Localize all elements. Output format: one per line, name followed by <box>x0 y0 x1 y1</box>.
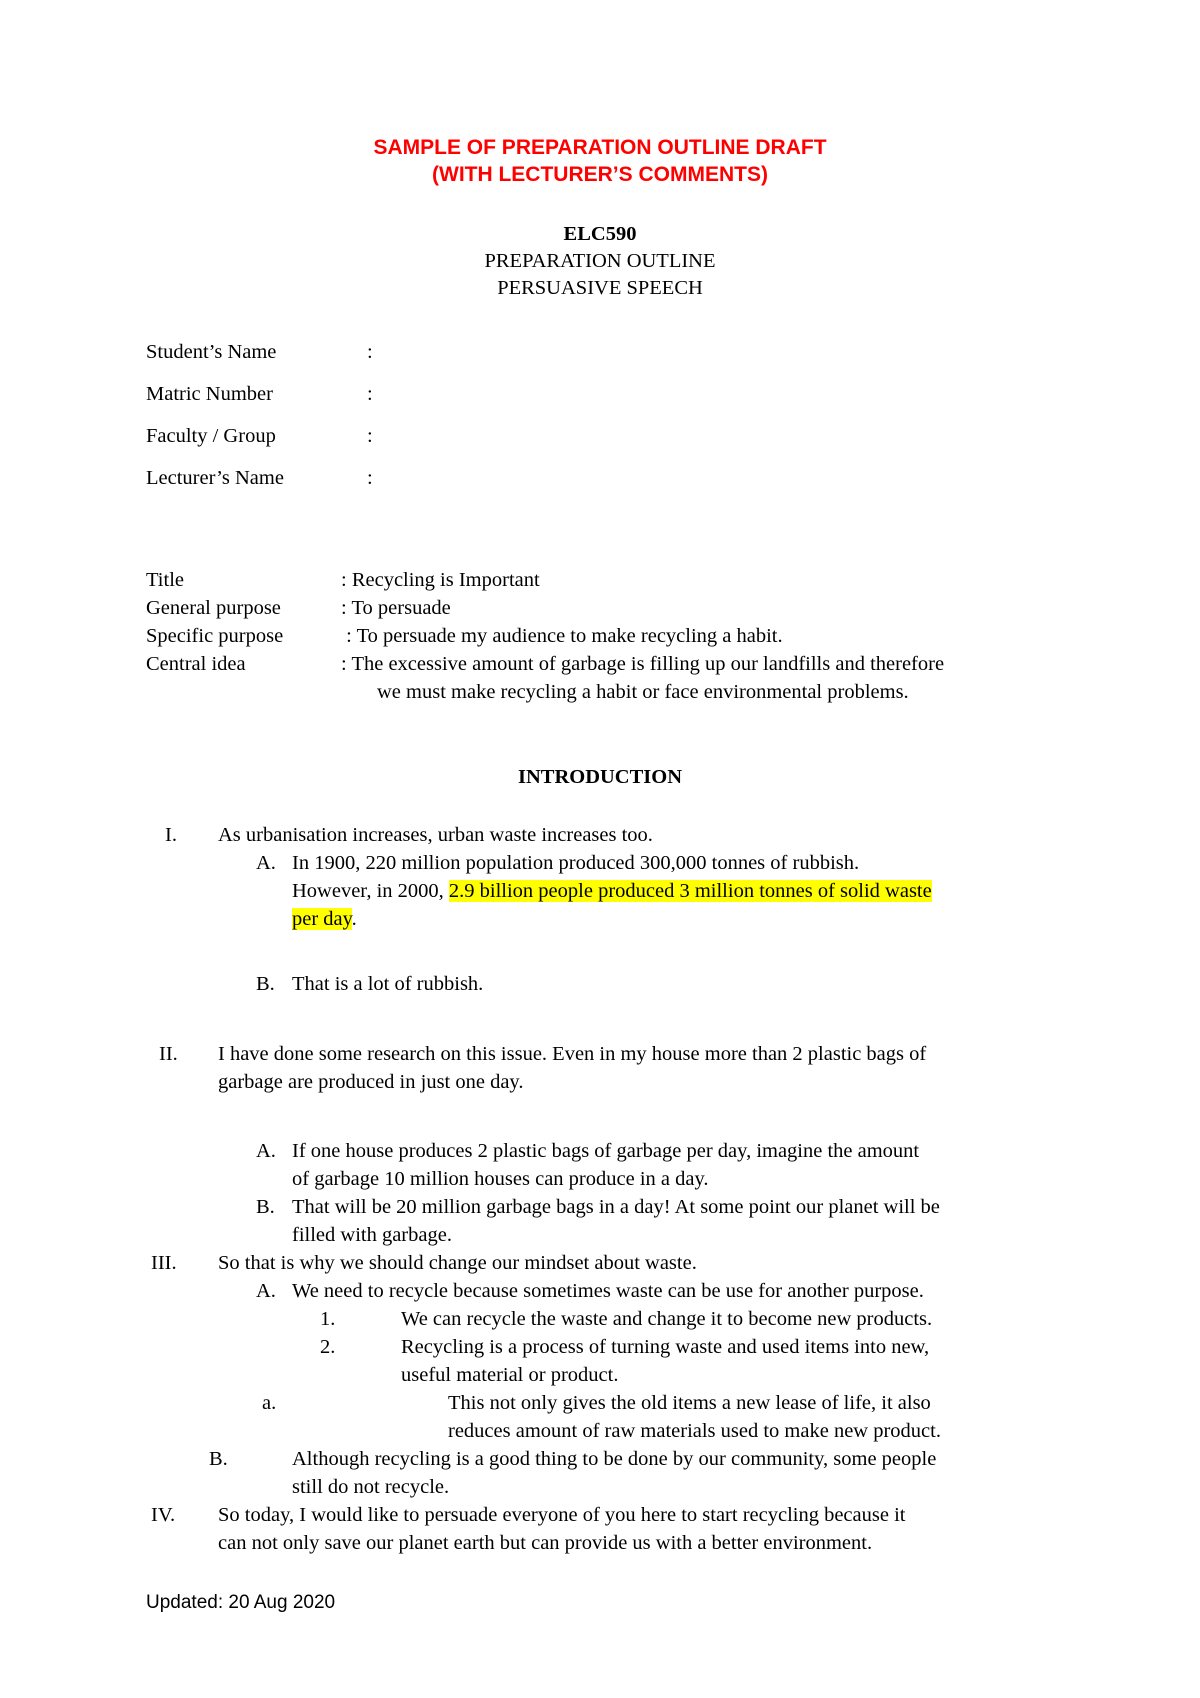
outline-iii-a-1-text: We can recycle the waste and change it to become new products. <box>401 1308 933 1330</box>
outline-type: PREPARATION OUTLINE <box>484 250 716 272</box>
matric-number-label: Matric Number <box>146 383 273 405</box>
lecturer-name-label: Lecturer’s Name <box>146 467 284 489</box>
outline-point-ii-line1: I have done some research on this issue. Even in my house more than 2 plastic bags of <box>218 1043 927 1065</box>
outline-ii-b-line1: That will be 20 million garbage bags in a day! At some point our planet will be <box>292 1196 940 1218</box>
outline-ii-a-line1: If one house produces 2 plastic bags of garbage per day, imagine the amount <box>292 1140 920 1162</box>
outline-i-a-line2-text: However, in 2000, <box>292 880 449 902</box>
outline-i-a-letter: A. <box>256 852 276 874</box>
student-name-label: Student’s Name <box>146 341 277 363</box>
speech-type: PERSUASIVE SPEECH <box>497 277 703 299</box>
outline-i-b-letter: B. <box>256 973 275 995</box>
document-title-line1: SAMPLE OF PREPARATION OUTLINE DRAFT <box>373 136 827 159</box>
outline-point-i: As urbanisation increases, urban waste increases too. <box>218 824 653 846</box>
title-value: : Recycling is Important <box>341 569 540 591</box>
outline-numeral-ii: II. <box>159 1043 178 1065</box>
outline-point-ii-line2: garbage are produced in just one day. <box>218 1071 524 1093</box>
outline-point-iv-line1: So today, I would like to persuade everyone of you here to start recycling because it <box>218 1504 906 1526</box>
outline-numeral-iii: III. <box>151 1252 177 1274</box>
lecturer-name-colon: : <box>367 467 373 489</box>
outline-iii-a-a-line1: This not only gives the old items a new lease of life, it also <box>448 1392 931 1414</box>
outline-iii-a-2-line1: Recycling is a process of turning waste and used items into new, <box>401 1336 930 1358</box>
specific-purpose-value: : To persuade my audience to make recycling a habit. <box>341 625 783 647</box>
title-label: Title <box>146 569 184 591</box>
specific-purpose-label: Specific purpose <box>146 625 284 647</box>
outline-numeral-iv: IV. <box>151 1504 176 1526</box>
updated-date-footer: Updated: 20 Aug 2020 <box>146 1592 336 1613</box>
central-idea-label: Central idea <box>146 653 246 675</box>
outline-i-a-line3 <box>292 905 357 933</box>
outline-iii-a-2-line2: useful material or product. <box>401 1364 619 1386</box>
course-code: ELC590 <box>563 223 637 245</box>
outline-iii-a-1-number: 1. <box>320 1308 336 1330</box>
outline-ii-b-line2: filled with garbage. <box>292 1224 452 1246</box>
outline-iii-a-a-letter: a. <box>262 1392 277 1414</box>
outline-point-iv-line2: can not only save our planet earth but can provide us with a better environment. <box>218 1532 873 1554</box>
general-purpose-label: General purpose <box>146 597 281 619</box>
introduction-heading: INTRODUCTION <box>517 766 683 788</box>
outline-i-a-line1: In 1900, 220 million population produced 300,000 tonnes of rubbish. <box>292 852 860 874</box>
outline-iii-a-2-number: 2. <box>320 1336 336 1358</box>
outline-point-iii: So that is why we should change our mindset about waste. <box>218 1252 697 1274</box>
outline-ii-a-line2: of garbage 10 million houses can produce in a day. <box>292 1168 709 1190</box>
outline-iii-b-line1: Although recycling is a good thing to be done by our community, some people <box>292 1448 937 1470</box>
highlighted-statistic-cont: per day <box>292 908 352 930</box>
outline-ii-a-letter: A. <box>256 1140 276 1162</box>
outline-numeral-i: I. <box>165 824 177 846</box>
general-purpose-value: : To persuade <box>341 597 451 619</box>
central-idea-continuation: we must make recycling a habit or face environmental problems. <box>377 681 909 703</box>
student-name-colon: : <box>367 341 373 363</box>
outline-iii-a-a-line2: reduces amount of raw materials used to make new product. <box>448 1420 941 1442</box>
matric-number-colon: : <box>367 383 373 405</box>
outline-iii-a-text: We need to recycle because sometimes waste can be use for another purpose. <box>292 1280 924 1302</box>
highlighted-statistic: 2.9 billion people produced 3 million tonnes of solid waste <box>448 880 932 902</box>
outline-ii-b-letter: B. <box>256 1196 275 1218</box>
outline-iii-b-letter: B. <box>209 1448 228 1470</box>
document-title-line2: (WITH LECTURER’S COMMENTS) <box>432 163 768 186</box>
outline-i-a-line2 <box>292 877 932 905</box>
outline-i-a-line3-period: . <box>351 908 357 930</box>
outline-iii-a-letter: A. <box>256 1280 276 1302</box>
outline-i-b-text: That is a lot of rubbish. <box>292 973 484 995</box>
faculty-group-label: Faculty / Group <box>146 425 276 447</box>
central-idea-value: : The excessive amount of garbage is filling up our landfills and therefore <box>341 653 945 675</box>
outline-iii-b-line2: still do not recycle. <box>292 1476 450 1498</box>
faculty-group-colon: : <box>367 425 373 447</box>
